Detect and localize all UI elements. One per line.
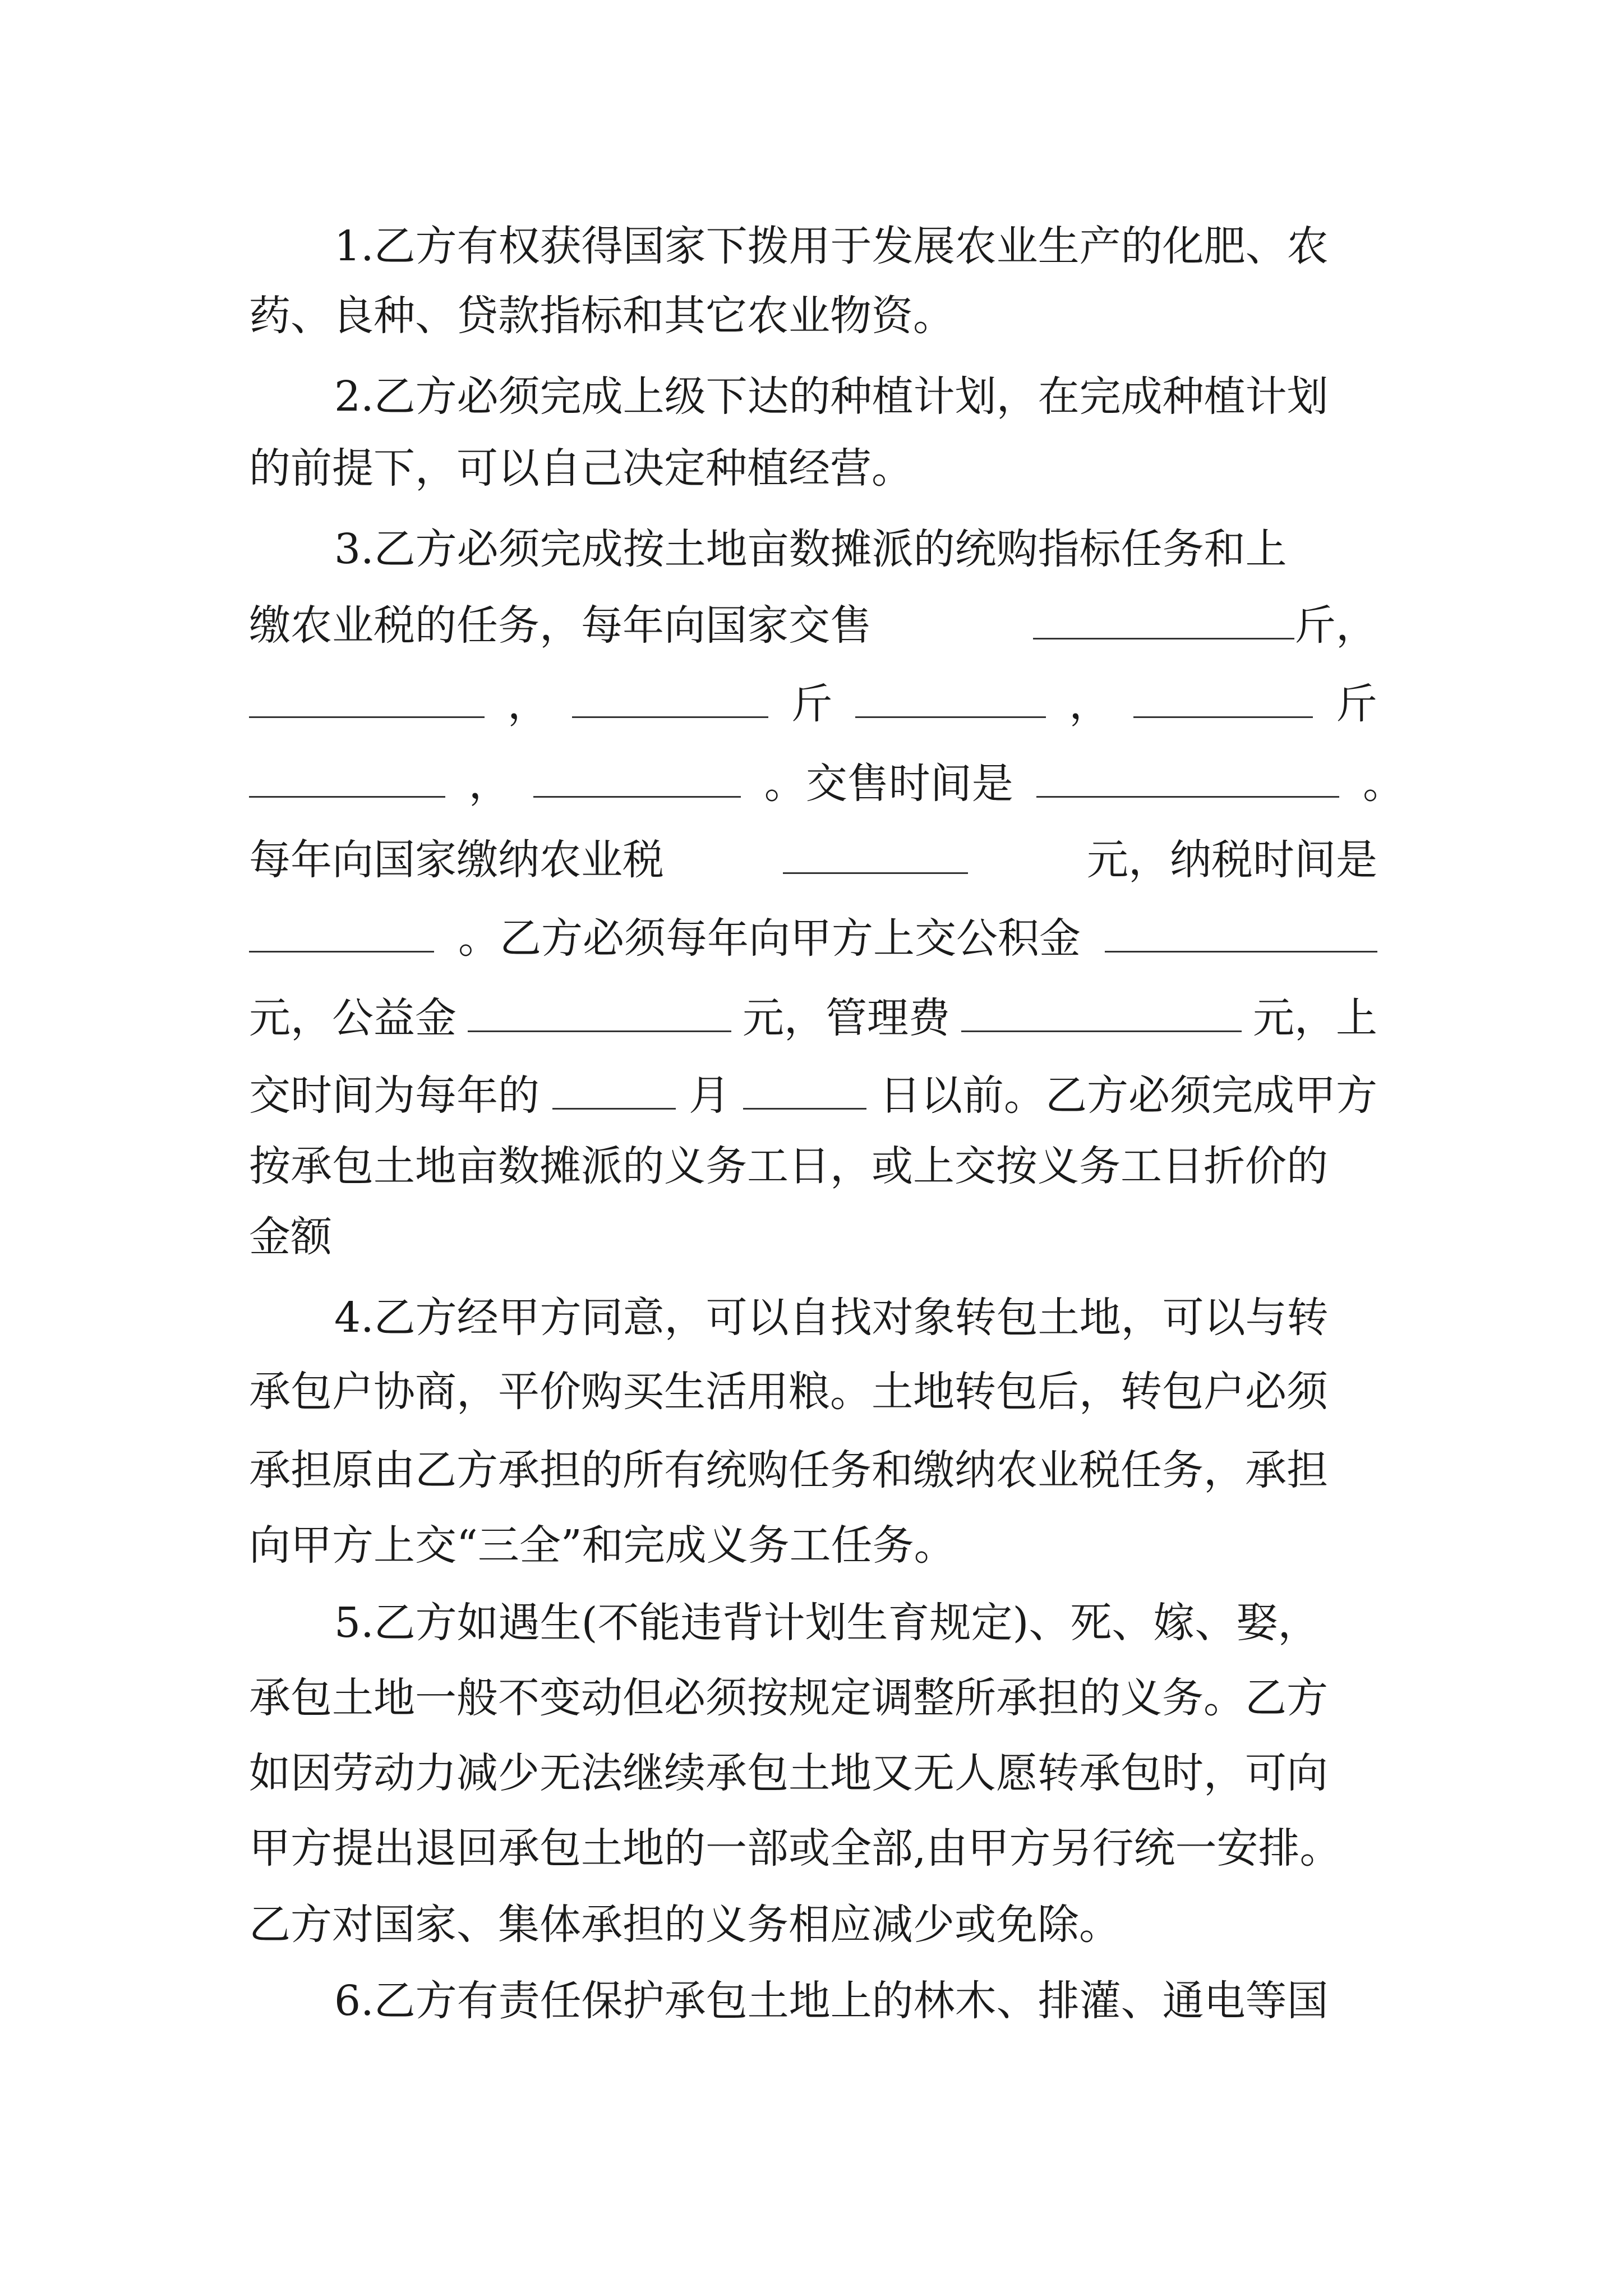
paragraph-1-line-2: 药、良种、贷款指标和其它农业物资。	[249, 292, 955, 340]
tax-time-label: 元，纳税时间是	[1087, 836, 1377, 884]
paragraph-4-line-4: 向甲方上交“三全”和完成义务工任务。	[249, 1521, 956, 1570]
fill-blank-grain-2	[249, 675, 485, 718]
jin-label-2: 斤	[1335, 680, 1377, 728]
day-label: 日以前。乙方必须完成甲方	[879, 1071, 1377, 1120]
fill-blank-month	[552, 1066, 676, 1110]
paragraph-3-line-2	[249, 595, 1377, 656]
paragraph-3-line-1: 3.乙方必须完成按土地亩数摊派的统购指标任务和上	[334, 525, 1287, 573]
paragraph-5-line-3: 如因劳动力减少无法继续承包土地又无人愿转承包时，可向	[249, 1749, 1328, 1797]
paragraph-2-line-1: 2.乙方必须完成上级下达的种植计划，在完成种植计划	[334, 372, 1329, 421]
paragraph-3-line-9: 按承包土地亩数摊派的义务工日，或上交按义务工日折价的	[249, 1142, 1328, 1190]
month-label: 月	[689, 1071, 730, 1120]
welfare-fund-label: 元，公益金	[249, 994, 457, 1042]
comma-2: ，	[1069, 680, 1111, 728]
paragraph-3-line-4	[249, 753, 1404, 815]
paragraph-2-line-2: 的前提下，可以自己决定种植经营。	[249, 444, 913, 493]
paragraph-5-line-2: 承包土地一般不变动但必须按规定调整所承担的义务。乙方	[249, 1674, 1328, 1722]
paragraph-6-line-1: 6.乙方有责任保护承包土地上的林木、排灌、通电等国	[334, 1977, 1329, 2025]
jin-label-1: 斤	[791, 680, 833, 728]
period-1: 。	[1362, 760, 1404, 808]
upper-label: 元，上	[1253, 994, 1377, 1042]
paragraph-3-line-10: 金额	[249, 1213, 332, 1261]
fill-blank-welfare-fund	[468, 989, 731, 1032]
comma-3: ，	[468, 760, 510, 808]
paragraph-3-line-8	[249, 1065, 1377, 1126]
management-fee-label: 元，管理费	[743, 994, 950, 1042]
paragraph-4-line-3: 承担原由乙方承担的所有统购任务和缴纳农业税任务，承担	[249, 1446, 1328, 1494]
paragraph-5-line-1: 5.乙方如遇生(不能违背计划生育规定)、死、嫁、娶，	[334, 1599, 1320, 1647]
paragraph-3-line-7	[249, 987, 1377, 1049]
tax-label: 每年向国家缴纳农业税	[249, 836, 664, 884]
due-date-label: 交时间为每年的	[249, 1071, 540, 1120]
fill-blank-grain-3	[572, 675, 768, 718]
fill-blank-grain-7	[533, 754, 741, 798]
fill-blank-sale-time	[1036, 754, 1339, 798]
paragraph-3-line-3	[249, 673, 1377, 735]
paragraph-3-line-2-text: 缴农业税的任务，每年向国家交售	[249, 601, 872, 650]
paragraph-5-line-5: 乙方对国家、集体承担的义务相应减少或免除。	[249, 1901, 1121, 1949]
paragraph-5-line-4: 甲方提出退回承包土地的一部或全部,由甲方另行统一安排。	[249, 1824, 1341, 1872]
fill-blank-grain-6	[249, 754, 445, 798]
fill-blank-tax-amount	[783, 831, 968, 874]
fill-blank-provident-fund	[1105, 909, 1377, 953]
fill-blank-grain-4	[855, 675, 1046, 718]
paragraph-4-line-2: 承包户协商，平价购买生活用粮。土地转包后，转包户必须	[249, 1368, 1328, 1416]
provident-fund-label: 。乙方必须每年向甲方上交公积金	[458, 914, 1081, 963]
fill-blank-management-fee	[961, 989, 1242, 1032]
sale-time-label: 。交售时间是	[764, 760, 1013, 808]
fill-blank-grain-1	[1033, 596, 1294, 639]
fill-blank-day	[743, 1066, 866, 1110]
fill-blank-grain-5	[1133, 675, 1313, 718]
paragraph-1-line-1: 1.乙方有权获得国家下拨用于发展农业生产的化肥、农	[334, 222, 1329, 270]
paragraph-4-line-1: 4.乙方经甲方同意，可以自找对象转包土地，可以与转	[334, 1294, 1329, 1342]
paragraph-3-line-5	[249, 829, 1377, 891]
comma-1: ，	[507, 680, 549, 728]
paragraph-3-line-2-end: 斤，	[1294, 601, 1377, 650]
paragraph-3-line-6	[249, 908, 1377, 969]
fill-blank-tax-time	[249, 909, 434, 953]
